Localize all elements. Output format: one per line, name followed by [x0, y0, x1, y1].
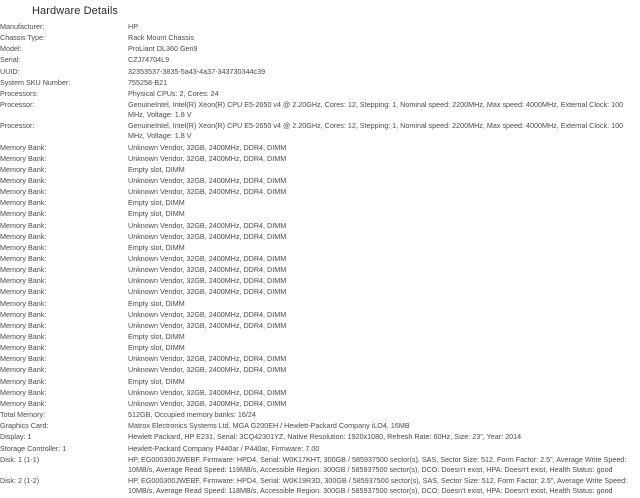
detail-value: Hewlett-Packard Company P440ar / P440ar, Firmware: 7.00	[128, 443, 320, 453]
detail-label: Memory Bank:	[0, 142, 47, 152]
detail-value: HP, EG000300JWEBF, Firmware: HPD4, Serial: W0K19R3D, 300GB / 585937500 sector(s), SAS, Sector Size: 512, Form Factor: 2.5", Average Write Speed: 10MB/s, Average Read Speed: 118MB/s, Accessible Region: 300GB / 585937500 sector(s), DCO: Doesn't exist, HPA: Doesn't exist, Health Status: good	[128, 476, 628, 495]
detail-label: Memory Bank:	[0, 253, 47, 263]
detail-row	[0, 243, 640, 254]
detail-label: Model:	[0, 44, 22, 54]
detail-value: Empty slot, DIMM	[128, 343, 185, 353]
hardware-details-table	[0, 22, 640, 498]
detail-value: Unknown Vendor, 32GB, 2400MHz, DDR4, DIMM	[128, 265, 287, 275]
detail-value: Unknown Vendor, 32GB, 2400MHz, DDR4, DIMM	[128, 309, 287, 319]
detail-label: Memory Bank:	[0, 298, 47, 308]
detail-label: Memory Bank:	[0, 343, 47, 353]
detail-value: Unknown Vendor, 32GB, 2400MHz, DDR4, DIMM	[128, 287, 287, 297]
detail-label: Memory Bank:	[0, 365, 47, 375]
detail-value: Unknown Vendor, 32GB, 2400MHz, DDR4, DIMM	[128, 276, 287, 286]
detail-value: CZJ74704L9	[128, 55, 170, 65]
detail-label: Memory Bank:	[0, 265, 47, 275]
detail-label: Memory Bank:	[0, 320, 47, 330]
detail-value: ProLiant DL360 Gen9	[128, 44, 198, 54]
detail-value: Hewlett Packard, HP E231, Serial: 3CQ42301YZ, Native Resolution: 1920x1080, Refresh Rate: 60Hz, Size: 23", Year: 2014	[128, 432, 522, 442]
detail-row	[0, 265, 640, 276]
detail-label: Memory Bank:	[0, 287, 47, 297]
detail-value: HP	[128, 22, 138, 31]
detail-label: Memory Bank:	[0, 387, 47, 397]
detail-row	[0, 365, 640, 376]
detail-label: Memory Bank:	[0, 276, 47, 286]
detail-value: Unknown Vendor, 32GB, 2400MHz, DDR4, DIMM	[128, 354, 287, 364]
detail-row	[0, 354, 640, 365]
detail-label: Memory Bank:	[0, 198, 47, 208]
detail-row	[0, 332, 640, 343]
detail-value: 32353537-3835-5a43-4a37-343730344c39	[128, 66, 266, 76]
detail-row	[0, 410, 640, 421]
detail-label: Memory Bank:	[0, 175, 47, 185]
hardware-details-body	[0, 22, 640, 498]
detail-row	[0, 455, 640, 476]
detail-row	[0, 377, 640, 388]
detail-label: Memory Bank:	[0, 220, 47, 230]
detail-row	[0, 444, 640, 455]
detail-value: Unknown Vendor, 32GB, 2400MHz, DDR4, DIMM	[128, 398, 287, 408]
detail-row	[0, 33, 640, 44]
detail-value: Unknown Vendor, 32GB, 2400MHz, DDR4, DIMM	[128, 365, 287, 375]
detail-row	[0, 78, 640, 89]
detail-label: Display: 1	[0, 432, 32, 442]
detail-row	[0, 388, 640, 399]
detail-row	[0, 343, 640, 354]
detail-label: Serial:	[0, 55, 21, 65]
detail-row	[0, 89, 640, 100]
detail-label: Memory Bank:	[0, 376, 47, 386]
detail-label: Processor:	[0, 121, 35, 131]
detail-label: Disk: 1 (1-1)	[0, 455, 40, 465]
detail-row	[0, 321, 640, 332]
detail-label: Memory Bank:	[0, 354, 47, 364]
detail-value: Empty slot, DIMM	[128, 209, 185, 219]
detail-row	[0, 55, 640, 66]
detail-value: Empty slot, DIMM	[128, 376, 185, 386]
page-title: Hardware Details	[32, 5, 118, 17]
detail-row	[0, 44, 640, 55]
detail-value: HP, EG000300JWEBF, Firmware: HPD4, Serial: W0K17KHT, 300GB / 585937500 sector(s), SAS, Sector Size: 512, Form Factor: 2.5", Average Write Speed: 10MB/s, Average Read Speed: 119MB/s, Accessible Region: 300GB / 585937500 sector(s), DCO: Doesn't exist, HPA: Doesn't exist, Health Status: good	[128, 455, 627, 474]
detail-label: Memory Bank:	[0, 242, 47, 252]
detail-value: 755258-B21	[128, 77, 168, 87]
detail-label: Memory Bank:	[0, 209, 47, 219]
detail-value: Rack Mount Chassis	[128, 33, 194, 43]
detail-row	[0, 176, 640, 187]
detail-row	[0, 287, 640, 298]
detail-row	[0, 232, 640, 243]
detail-label: Manufacturer:	[0, 22, 45, 31]
detail-row	[0, 198, 640, 209]
detail-value: Matrox Electronics Systems Ltd. MGA G200EH / Hewlett-Packard Company iLO4, 16MB	[128, 421, 410, 431]
detail-label: Memory Bank:	[0, 309, 47, 319]
detail-row	[0, 143, 640, 154]
detail-value: Unknown Vendor, 32GB, 2400MHz, DDR4, DIMM	[128, 142, 287, 152]
detail-value: Empty slot, DIMM	[128, 164, 185, 174]
detail-row	[0, 154, 640, 165]
detail-value: Empty slot, DIMM	[128, 298, 185, 308]
detail-value: Unknown Vendor, 32GB, 2400MHz, DDR4, DIMM	[128, 387, 287, 397]
detail-label: Memory Bank:	[0, 398, 47, 408]
detail-label: Disk: 2 (1-2)	[0, 476, 40, 486]
detail-label: Total Memory:	[0, 409, 46, 419]
detail-label: Processors:	[0, 88, 38, 98]
detail-value: Unknown Vendor, 32GB, 2400MHz, DDR4, DIMM	[128, 153, 287, 163]
detail-row	[0, 399, 640, 410]
detail-row	[0, 187, 640, 198]
detail-label: System SKU Number:	[0, 77, 71, 87]
detail-value: Unknown Vendor, 32GB, 2400MHz, DDR4, DIMM	[128, 253, 287, 263]
detail-label: Memory Bank:	[0, 164, 47, 174]
detail-row	[0, 22, 640, 33]
detail-label: Chassis Type:	[0, 33, 46, 43]
detail-row	[0, 421, 640, 432]
detail-label: Memory Bank:	[0, 331, 47, 341]
detail-row	[0, 254, 640, 265]
detail-value: Physical CPUs: 2, Cores: 24	[128, 88, 219, 98]
detail-row	[0, 209, 640, 220]
detail-value: 512GB, Occupied memory banks: 16/24	[128, 409, 256, 419]
detail-value: Empty slot, DIMM	[128, 198, 185, 208]
detail-row	[0, 121, 640, 142]
detail-row	[0, 165, 640, 176]
detail-label: Processor:	[0, 99, 35, 109]
detail-label: Graphics Card:	[0, 421, 49, 431]
detail-label: Memory Bank:	[0, 187, 47, 197]
detail-value: Empty slot, DIMM	[128, 242, 185, 252]
detail-row	[0, 67, 640, 78]
detail-value: GenuineIntel, Intel(R) Xeon(R) CPU E5-2650 v4 @ 2.20GHz, Cores: 12, Stepping: 1, Nominal speed: 2200MHz, Max speed: 4000MHz, External Clock: 100 MHz, Voltage: 1.8 V	[128, 121, 624, 140]
detail-value: Unknown Vendor, 32GB, 2400MHz, DDR4, DIMM	[128, 187, 287, 197]
detail-value: GenuineIntel, Intel(R) Xeon(R) CPU E5-2650 v4 @ 2.20GHz, Cores: 12, Stepping: 1, Nominal speed: 2200MHz, Max speed: 4000MHz, External Clock: 100 MHz, Voltage: 1.8 V	[128, 99, 624, 119]
detail-value: Empty slot, DIMM	[128, 331, 185, 341]
detail-value: Unknown Vendor, 32GB, 2400MHz, DDR4, DIMM	[128, 220, 287, 230]
detail-row	[0, 310, 640, 321]
detail-label: Memory Bank:	[0, 231, 47, 241]
detail-label: Memory Bank:	[0, 153, 47, 163]
detail-row	[0, 221, 640, 232]
detail-row	[0, 299, 640, 310]
detail-row	[0, 432, 640, 444]
detail-value: Unknown Vendor, 32GB, 2400MHz, DDR4, DIMM	[128, 175, 287, 185]
detail-row	[0, 100, 640, 121]
detail-label: Storage Controller: 1	[0, 443, 67, 453]
detail-value: Unknown Vendor, 32GB, 2400MHz, DDR4, DIMM	[128, 320, 287, 330]
detail-value: Unknown Vendor, 32GB, 2400MHz, DDR4, DIMM	[128, 231, 287, 241]
detail-row	[0, 276, 640, 287]
detail-label: UUID:	[0, 66, 20, 76]
